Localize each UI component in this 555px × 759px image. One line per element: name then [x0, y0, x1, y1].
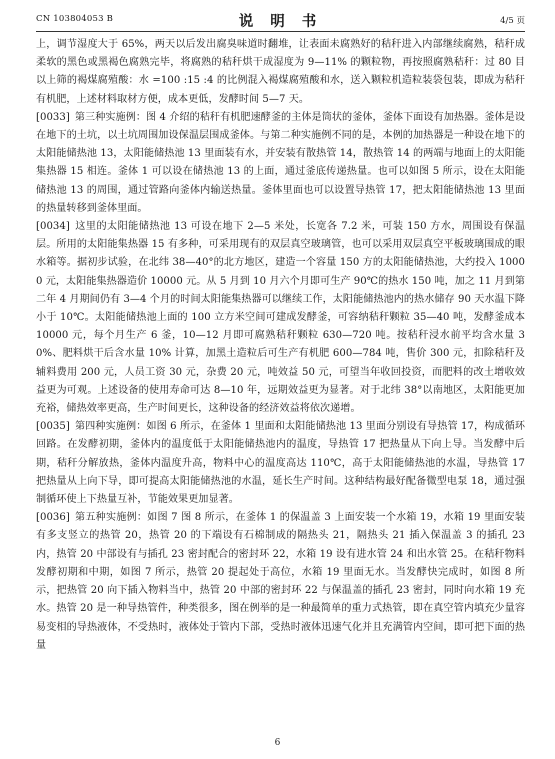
document-body [36, 36, 525, 655]
paragraph-0035 [36, 418, 525, 509]
paragraph-text: 第五种实施例：如图 7 图 8 所示，在釜体 1 的保温盖 3 上面安装一个水箱 19，水箱 19 里面安装有多支竖立的热管 20，热管 20 的下端设有石棉制成的隔热头 21，隔热头 21 插入保温盖 3 的插孔 23 内，热管 20 中部设有与插孔 23 密封配合的密封环 22，水箱 19 设有进水管 24 和出水管 25。在秸秆物料发酵初期和中期，如图 7 所示，热管 20 提起处于高位，水箱 19 里面无水。当发酵快完成时，如图 8 所示，把热管 20 向下插入物料当中，热管 20 中部的密封环 22 与保温盖的插孔 23 密封，同时向水箱 19 充水。热管 20 是一种导热管件，种类很多，图在例举的是一种最简单的重力式热管，即在真空管内填充少量容易变相的导热液体，不受热时，液体处于管内下部，受热时液体迅速气化并且充满管内空间，即可把下面的热量 [36, 512, 525, 651]
paragraph-0036 [36, 509, 525, 655]
paragraph-text: 上，调节湿度大于 65%，两天以后发出腐臭味道时翻堆，让表面未腐熟好的秸秆进入内部继续腐熟，秸秆成柔软的黑色或黑褐色腐熟完毕，将腐熟的秸秆烘干成湿度为 9—11% 的颗粒物，再按照腐熟秸秆：过 80 目以上筛的褐煤腐殖酸：水 =100 :15 :4 的比例混入褐煤腐殖酸和水，送入颗粒机造粒装袋包装，即成为秸秆有机肥，上述材料取材方便，成本更低，发酵时间 5—7 天。 [36, 39, 525, 105]
paragraph-text: 这里的太阳能储热池 13 可设在地下 2—5 米处，长宽各 7.2 米，可装 150 方水，周围设有保温层。所用的太阳能集热器 15 有多种，可采用现有的双层真空玻璃管，也可以采用双层真空平板玻璃围成的眼水箱等。据初步试验，在北纬 38—40°的北方地区，建造一个容量 150 方的太阳能储热池，大约投入 10000 元，太阳能集热器造价 10000 元。从 5 月到 10 月六个月即可生产 90℃的热水 150 吨，加之 11 月到第二年 4 月期间仍有 3—4 个月的时间太阳能集热器可以继续工作，太阳能储热池内的热水储存 90 天水温下降小于 10℃。太阳能储热池上面的 100 立方米空间可建成发酵釜，可容纳秸秆颗粒 35—40 吨，发酵釜成本 10000 元，每个月生产 6 釜，10—12 月即可腐熟秸秆颗粒 630—720 吨。按秸秆浸水前平均含水量 30%、肥料烘干后含水量 10% 计算，加黑土造粒后可生产有机肥 600—784 吨，售价 300 元，扣除秸秆及辅料费用 200 元，人员工资 30 元，杂费 20 元，吨效益 50 元，可望当年收回投资，而肥料的改土增收效益更为可观。上述设备的使用寿命可达 8—10 年，远期效益更为显著。对于北纬 38°以南地区，太阳能更加充裕，储热效率更高，生产时间更长，这种设备的经济效益将依次递增。 [36, 221, 525, 415]
paragraph-text: 第四种实施例：如图 6 所示，在釜体 1 里面和太阳能储热池 13 里面分别设有导热管 17，构成循环回路。在发酵初期，釜体内的温度低于太阳能储热池内的温度，导热管 17 把热量从下向上导。当发酵中后期，秸秆分解放热，釜体内温度升高，物料中心的温度高达 110℃，高于太阳能储热池的水温，导热管 17 把热量从上向下导，即可提高太阳能储热池的水温，延长生产时间。这种结构最好配备微型电泵 18，通过强制循环使上下热量互补，节能效果更加显著。 [36, 421, 525, 506]
header-rule [36, 31, 525, 32]
page-indicator: 4/5 页 [500, 16, 525, 26]
paragraph-0033 [36, 109, 525, 218]
document-title: 说 明 书 [238, 13, 323, 30]
paragraph-continuation [36, 36, 525, 109]
paragraph-number: [0036] [36, 512, 70, 524]
paragraph-number: [0033] [36, 111, 70, 123]
page-header [36, 10, 525, 32]
page-number: 6 [274, 738, 281, 748]
paragraph-number: [0034] [36, 221, 70, 233]
paragraph-number: [0035] [36, 421, 70, 433]
paragraph-text: 第三种实施例：图 4 介绍的秸秆有机肥速酵釜的主体是筒状的釜体，釜体下面设有加热器。釜体是设在地下的土坑，以土坑周围加设保温层围成釜体。与第二种实施例不同的是，本例的加热器是一种设在地下的太阳能储热池 13，太阳能储热池 13 里面装有水，并安装有散热管 14，散热管 14 的两端与地面上的太阳能集热器 15 相连。釜体 1 可以设在储热池 13 的上面，通过釜底传递热量。也可以如图 5 所示，设在太阳能储热池 13 的周围，通过管路向釜体内输送热量。釜体里面也可以设置导热管 17，把太阳能储热池 13 里面的热量转移到釜体里面。 [36, 111, 525, 214]
paragraph-0034 [36, 218, 525, 418]
patent-number: CN 103804053 B [36, 14, 114, 24]
